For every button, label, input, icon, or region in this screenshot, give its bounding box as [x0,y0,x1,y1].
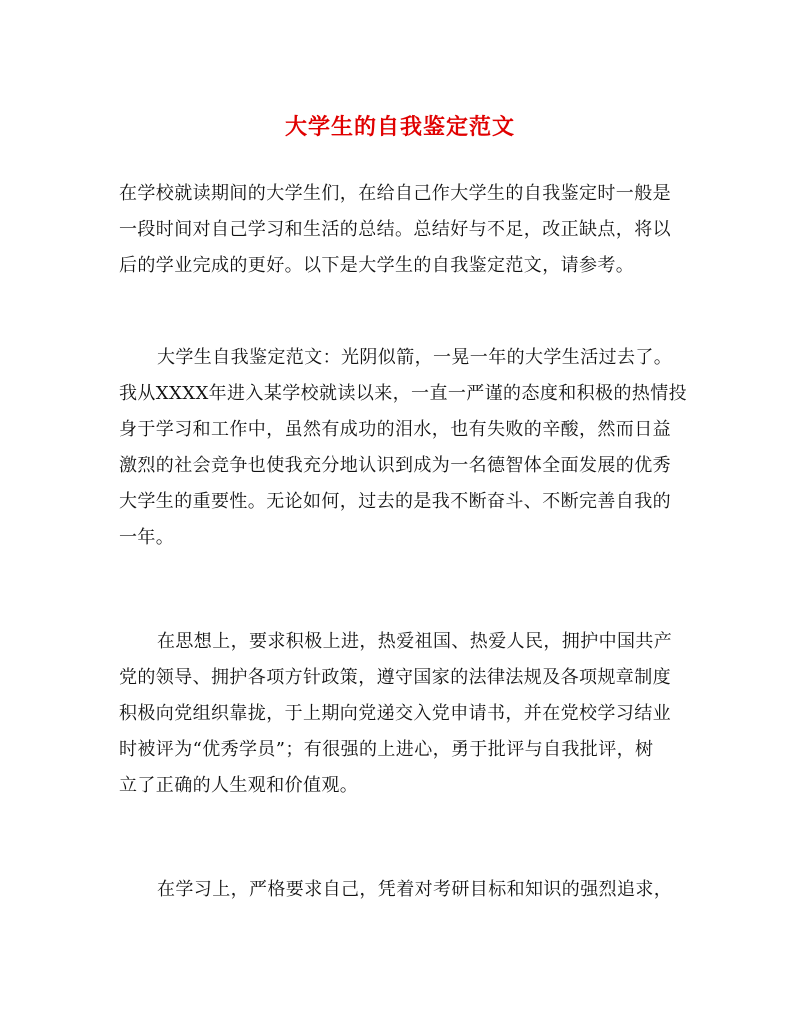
paragraph-line: 党的领导、拥护各项方针政策，遵守国家的法律法规及各项规章制度 [119,667,671,688]
paragraph-line: 后的学业完成的更好。以下是大学生的自我鉴定范文，请参考。 [119,255,635,276]
paragraph-line: 积极向党组织靠拢，于上期向党递交入党申请书，并在党校学习结业 [119,703,671,724]
document-title: 大学生的自我鉴定范文 [284,114,515,140]
paragraph-line: 在思想上，要求积极上进，热爱祖国、热爱人民，拥护中国共产 [157,631,673,652]
intro-paragraph [119,176,679,284]
paragraph-line: 一年。 [119,527,175,548]
sample-intro-paragraph [119,340,688,556]
paragraph-line: 立了正确的人生观和价值观。 [119,775,359,796]
thought-paragraph [119,624,679,804]
paragraph-line: 大学生自我鉴定范文：光阴似箭，一晃一年的大学生活过去了。 [157,347,673,368]
paragraph-line: 在学校就读期间的大学生们，在给自己作大学生的自我鉴定时一般是 [119,183,671,204]
paragraph-line: 身于学习和工作中，虽然有成功的泪水，也有失败的辛酸，然而日益 [119,419,671,440]
paragraph-line: 激烈的社会竞争也使我充分地认识到成为一名德智体全面发展的优秀 [119,455,671,476]
paragraph-line: 我从XXXX年进入某学校就读以来，一直一严谨的态度和积极的热情投 [119,383,688,404]
paragraph-line: 时被评为“优秀学员”；有很强的上进心，勇于批评与自我批评，树 [119,739,654,760]
paragraph-line: 在学习上，严格要求自己，凭着对考研目标和知识的强烈追求， [157,879,673,900]
paragraph-line: 大学生的重要性。无论如何，过去的是我不断奋斗、不断完善自我的 [119,491,671,512]
paragraph-line: 一段时间对自己学习和生活的总结。总结好与不足，改正缺点，将以 [119,219,671,240]
study-paragraph [119,872,679,908]
